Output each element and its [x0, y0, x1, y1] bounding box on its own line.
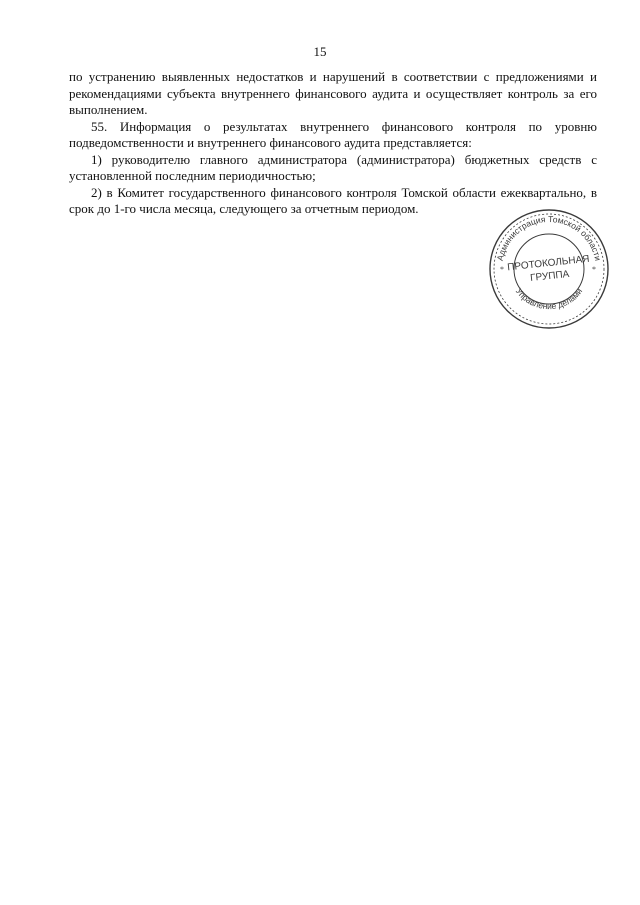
paragraph-item-1: 1) руководителю главного администратора (администратора) бюджетных средств с установленной последним периодичностью;	[69, 151, 597, 183]
stamp-star-right: *	[592, 265, 596, 274]
document-body	[69, 69, 597, 218]
stamp-outer-bottom-text: Управление делами	[513, 286, 585, 312]
stamp-outer-top-text: Администрация Томской области	[494, 213, 604, 262]
stamp-center-line1: ПРОТОКОЛЬНАЯ	[506, 253, 591, 274]
stamp-center-line2: ГРУППА	[529, 268, 570, 284]
page-number: 15	[313, 44, 327, 59]
paragraph-continuation: по устранению выявленных недостатков и нарушений в соответствии с предложениями и рекомендациями субъекта внутреннего финансового аудита и осуществляет контроль за его выполнением.	[69, 69, 597, 117]
paragraph-55: 55. Информация о результатах внутреннего финансового контроля по уровню подведомственности и внутреннего финансового аудита представляется:	[69, 118, 597, 150]
stamp-graphic	[488, 208, 610, 330]
stamp-star-left: *	[500, 265, 504, 274]
paragraph-item-2: 2) в Комитет государственного финансового контроля Томской области ежеквартально, в срок до 1-го числа месяца, следующего за отчетным периодом.	[69, 184, 597, 216]
svg-text:Управление делами	[514, 286, 585, 311]
official-stamp	[488, 208, 610, 330]
